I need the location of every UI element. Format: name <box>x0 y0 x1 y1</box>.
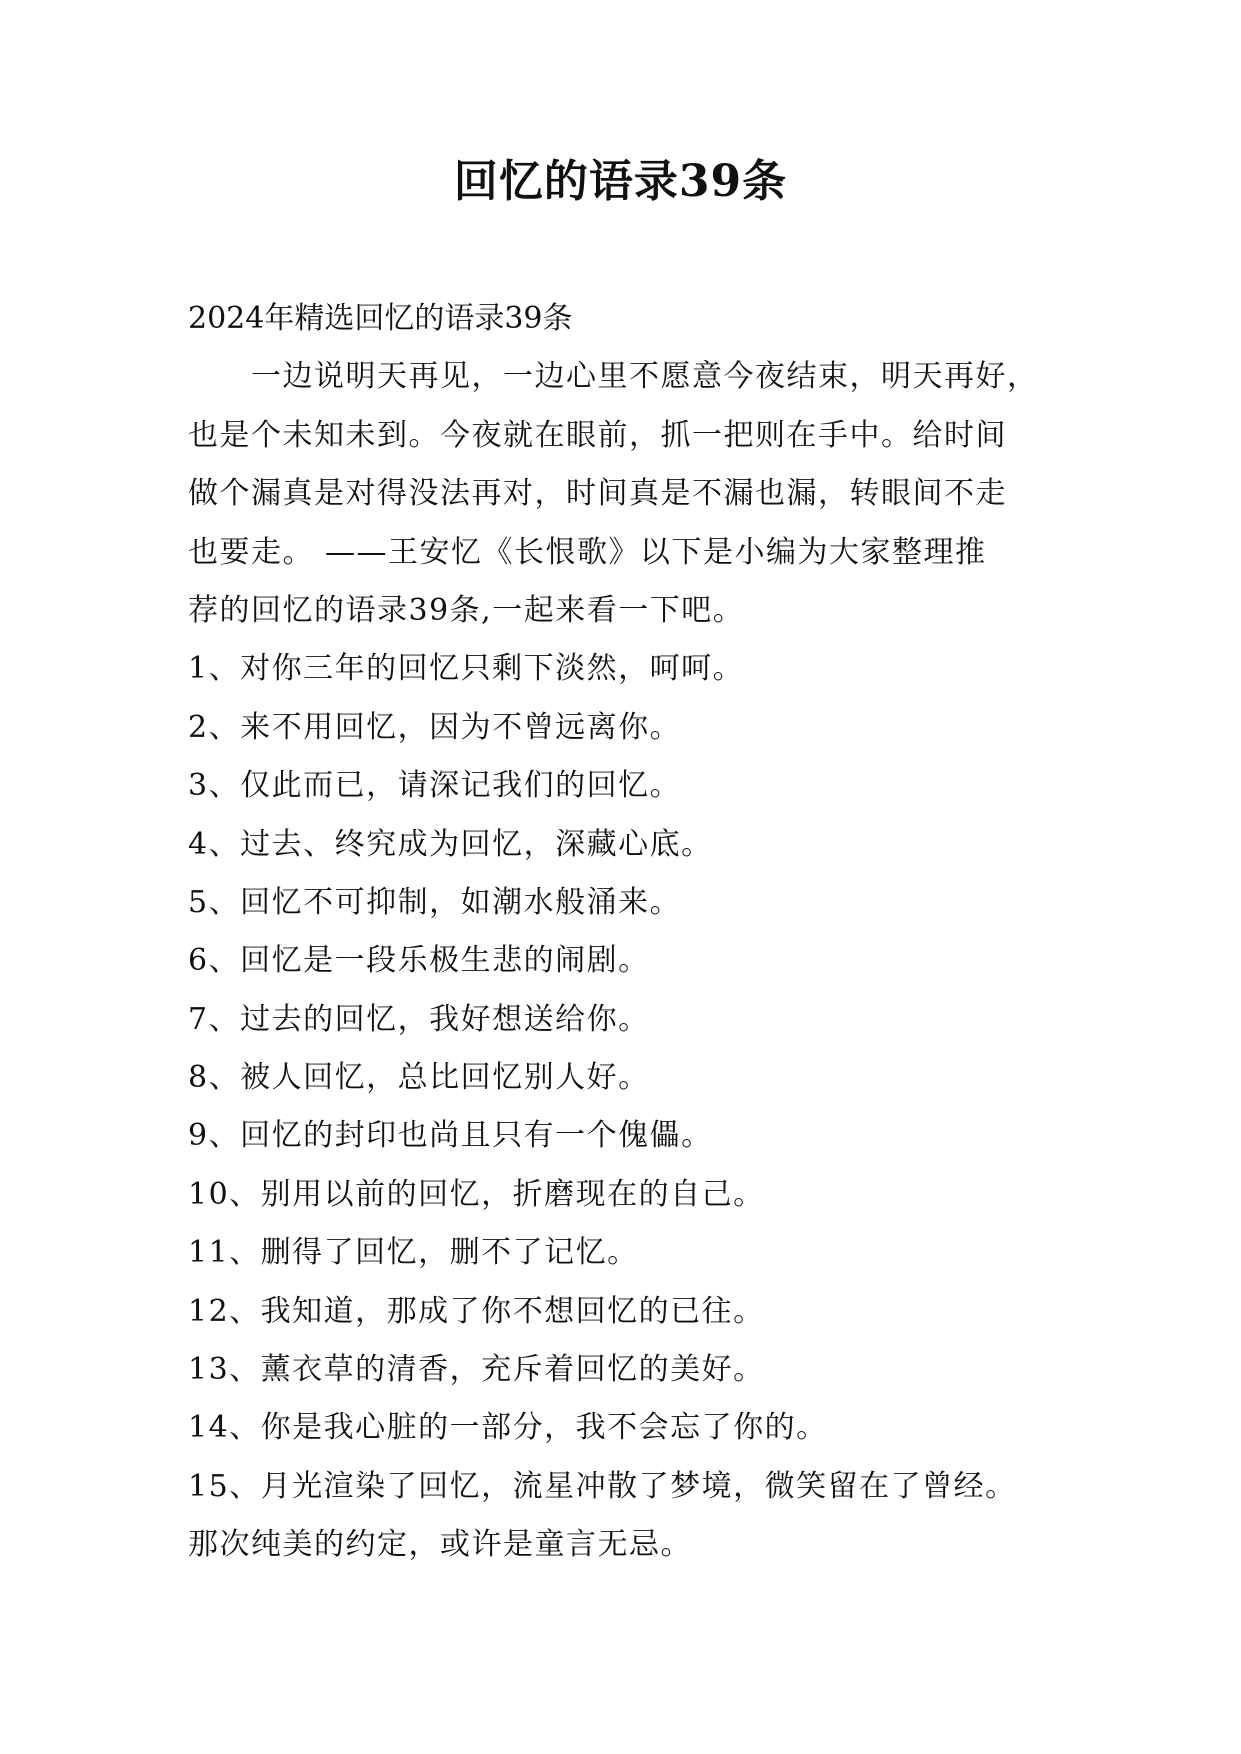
quote-item: 11、删得了回忆，删不了记忆。 <box>188 1235 639 1271</box>
quote-item: 6、回忆是一段乐极生悲的闹剧。 <box>188 943 650 979</box>
quote-item: 4、过去、终究成为回忆，深藏心底。 <box>188 826 713 862</box>
quote-item-continuation: 那次纯美的约定，或许是童言无忌。 <box>188 1527 692 1563</box>
quote-item: 13、薰衣草的清香，充斥着回忆的美好。 <box>188 1352 765 1388</box>
intro-line: 做个漏真是对得没法再对，时间真是不漏也漏，转眼间不走 <box>188 476 1007 512</box>
quote-item: 1、对你三年的回忆只剩下淡然，呵呵。 <box>188 651 745 687</box>
document-subtitle: 2024年精选回忆的语录39条 <box>188 301 573 336</box>
document-body <box>188 290 1068 1575</box>
intro-line: 荐的回忆的语录39条,一起来看一下吧。 <box>188 592 745 628</box>
quote-item: 7、过去的回忆，我好想送给你。 <box>188 1001 650 1037</box>
quote-item: 14、你是我心脏的一部分，我不会忘了你的。 <box>188 1410 828 1446</box>
quote-item: 2、来不用回忆，因为不曾远离你。 <box>188 709 682 745</box>
quote-item: 9、回忆的封印也尚且只有一个傀儡。 <box>188 1118 713 1154</box>
quote-item: 10、别用以前的回忆，折磨现在的自己。 <box>188 1176 765 1212</box>
intro-line: 一边说明天再见，一边心里不愿意今夜结束，明天再好， <box>188 359 1039 395</box>
intro-line: 也是个未知未到。今夜就在眼前，抓一把则在手中。给时间 <box>188 417 1007 453</box>
document-title: 回忆的语录39条 <box>453 156 788 207</box>
quote-item: 15、月光渲染了回忆，流星冲散了梦境，微笑留在了曾经。 <box>188 1468 1017 1504</box>
intro-line: 也要走。 ——王安忆《长恨歌》以下是小编为大家整理推 <box>188 534 987 570</box>
quote-item: 5、回忆不可抑制，如潮水般涌来。 <box>188 884 682 920</box>
quote-item: 3、仅此而已，请深记我们的回忆。 <box>188 768 682 804</box>
quote-item: 8、被人回忆，总比回忆别人好。 <box>188 1060 650 1096</box>
quote-item: 12、我知道，那成了你不想回忆的已往。 <box>188 1293 765 1329</box>
